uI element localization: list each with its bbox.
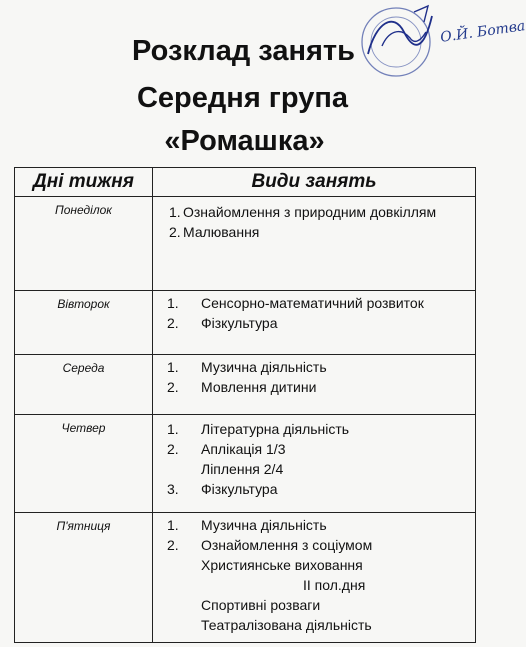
table-row-wednesday xyxy=(15,355,476,415)
table-row-friday xyxy=(15,513,476,643)
table-row-tuesday xyxy=(15,291,476,355)
list-item: 3. Фізкультура xyxy=(167,481,278,497)
list-item: 1. Літературна діяльність xyxy=(167,421,350,437)
day-wednesday: Середа xyxy=(15,355,153,415)
activities-thursday xyxy=(153,415,476,513)
activities-monday xyxy=(153,197,476,291)
title-line-3: «Ромашка» xyxy=(164,125,325,157)
activities-friday xyxy=(153,513,476,643)
title-line-2: Середня група xyxy=(136,82,348,114)
list-item: 2. Ознайомлення з соціумом xyxy=(167,537,373,553)
title-line-1: Розклад занять xyxy=(132,35,355,67)
list-item: 1. Музична діяльність xyxy=(167,359,327,375)
table-row-monday xyxy=(15,197,476,291)
column-header-days: Дні тижня xyxy=(15,168,153,197)
list-item: 1. Сенсорно-математичний розвиток xyxy=(167,295,424,311)
list-item: 1. Ознайомлення з природним довкіллям xyxy=(169,204,437,220)
list-item: 2. Фізкультура xyxy=(167,315,278,331)
stamp-seal-icon xyxy=(354,2,449,80)
list-item: 1. Музична діяльність xyxy=(167,517,327,533)
schedule-table xyxy=(14,167,476,643)
list-item: ІІ пол.дня xyxy=(303,577,366,593)
list-item: Спортивні розваги xyxy=(201,597,321,613)
list-item: 2. Мовлення дитини xyxy=(167,379,317,395)
day-monday: Понеділок xyxy=(15,197,153,291)
table-row-thursday xyxy=(15,415,476,513)
signature-text: О.Й. Ботва xyxy=(439,18,526,46)
activities-tuesday xyxy=(153,291,476,355)
day-friday: П'ятниця xyxy=(15,513,153,643)
activities-wednesday xyxy=(153,355,476,415)
list-item: Християнське виховання xyxy=(201,557,363,573)
day-tuesday: Вівторок xyxy=(15,291,153,355)
column-header-activities: Види занять xyxy=(153,168,476,197)
table-header-row xyxy=(15,168,476,197)
list-item: Ліплення 2/4 xyxy=(201,461,284,477)
list-item: 2. Малювання xyxy=(169,224,260,240)
list-item: 2. Аплікація 1/3 xyxy=(167,441,286,457)
day-thursday: Четвер xyxy=(15,415,153,513)
list-item: Театралізована діяльність xyxy=(201,617,372,633)
